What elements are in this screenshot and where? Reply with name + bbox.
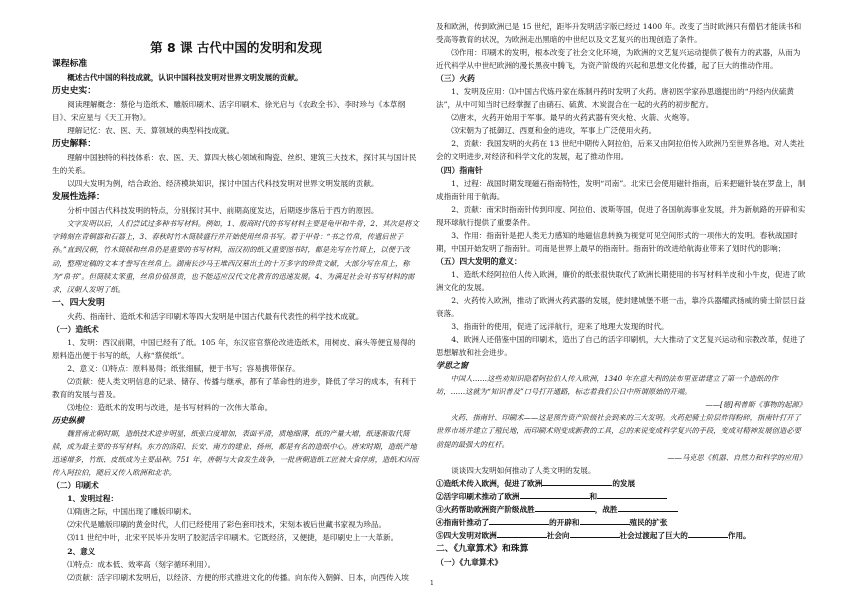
answer-blank[interactable] [570,537,620,538]
paragraph: 3、作用：指南针是把人类无力感知的地磁信息转换为视觉可见空间形式的一项伟大的发明。春秋战国时期，中国开始发明了指南针。司南是世界上最早的指南针。指南针的改进给航海业带来了划时代的影响； [436,230,798,253]
section-heading: 历史解释： [52,139,96,150]
reading-passage: 中国人……这些劝知识隐着阿拉伯人传入欧洲，1340 年在意大利的法布里亚诺建立了第一个造纸的作坊，……这就为“知识普及”口号打开通路，标志着我们公日中所谓原始的开端。 [436,374,778,397]
paragraph: 火药、指南针、造纸术和活字印刷术等四大发明是中国古代最有代表性的科学技术成就。 [67,311,364,321]
sidebar-heading: 历史纵横 [52,416,84,426]
right-column [436,20,806,569]
blank-prompt: 的开辟和 [549,517,580,527]
paragraph: 1、发明过程： [67,494,119,504]
blank-prompt: ②活字印刷术推动了欧洲 [436,491,520,501]
blank-prompt: 和 [589,491,598,501]
answer-blank[interactable] [497,537,547,538]
answer-blank[interactable] [597,498,667,499]
page-number: 1 [430,580,434,587]
fill-blank-line [436,529,806,542]
paragraph: 阅读理解概念：蔡伦与造纸术、雕版印刷术、活字印刷术、徐光启与《农政全书》、李时珍与《本草纲目》、宋应星与《天工开物》。 [52,100,406,123]
reading-passage: 魏晋南北朝时期，造纸技术进步明显，纸张白度增加，表面平滑，质地细薄，纸的产量大增，纸逐渐取代简牍，成为最主要的书写材料。东方的洛阳、长安、南方的建业、扬州，都是有名的造纸中心。唐宋时期，造纸产地迅速增多，竹纸、皮纸成为主要品种。751 年，唐朝与大食发生战争，一批唐朝造纸工匠被大食俘虏，造纸术因而传入阿拉伯，随后又传入欧洲和北非。 [52,429,419,478]
paragraph: 3、指南针的使用，促进了远洋航行，迎来了地理大发现的时代。 [451,322,669,332]
paragraph: ⑵贡献：活字印刷术发明后，以经济、方便的形式推进文化的传播。向东传入朝鲜、日本，向西传入埃 [67,572,409,582]
blank-prompt: ⑤四大发明对欧洲 [436,530,497,540]
section-heading: 历史史实： [52,86,96,97]
fill-blank-line [436,503,806,516]
section-heading: 课程标准 [52,59,88,69]
blank-prompt: ①造纸术传入欧洲，促进了欧洲 [436,478,543,488]
subsection-heading: （五）四大发明的意义： [436,256,522,266]
paragraph: ⑵唐末，火药开始用于军事。最早的火药武器有突火枪、火箭、火炮等。 [451,113,695,123]
subsection-heading: （二）印刷术 [52,481,99,491]
paragraph: 1、过程：战国时期发现磁石指南特性，发明“司南”。北宋已会使用磁针指南，后来把磁针装在罗盘上，制成指南针用于航海。 [436,178,806,201]
paragraph: ⑵宋代是雕版印刷的黄金时代，人们已经使用了彩色套印技术，宋刻本被后世藏书家视为珍品。 [67,520,387,530]
paragraph: 2、贡献：我国发明的火药在 13 世纪中期传入阿拉伯，后来又由阿拉伯传入欧洲乃至世界各地。对人类社会的文明进步,对经济和科学文化的发展，起了推动作用。 [436,139,805,162]
fill-blank-line [436,490,806,503]
answer-blank[interactable] [580,524,630,525]
answer-blank[interactable] [618,511,678,512]
blank-prompt: 殖民的扩张 [629,517,668,527]
paragraph: ⑴特点：成本低、效率高（刻字循环利用）。 [67,559,216,569]
blank-prompt: 社会向 [546,530,570,540]
reading-passage: 火药、指南针、印刷术——这是预告资产阶级社会到来的三大发明。火药把骑士阶层炸得粉碎，指南针打开了世界市场并建立了殖民地，而印刷术则变成新教的工具，总的来说变成科学复兴的手段，变成对精神发展创造必要前提的最强大的杠杆。 [436,413,801,449]
subsection-heading: （一）《九章算术》 [436,557,503,567]
left-column [52,57,420,584]
paragraph: 理解中国独特的科技体系：农、医、天、算四大核心领域和陶瓷、丝织、建筑三大技术，探讨其与国计民生的关系。 [52,153,417,176]
fill-blank-line [436,477,806,490]
quote-source: ——[德]利普斯《事物的起源》 [705,400,806,410]
paragraph: 2、意义：⑴特点：原料易得；纸张细腻，便于书写；容易携带保存。 [67,363,300,373]
paragraph: 1、造纸术经阿拉伯人传入欧洲，廉价的纸张很快取代了欧洲长期使用的书写材料羊皮和小牛皮，促进了欧洲文化的发展。 [436,269,806,292]
paragraph: ⑶地位：造纸术的发明与改进，是书写材料的一次伟大革命。 [67,402,273,412]
quote-source: ——马克思《机器、自然力和科学的应用》 [667,452,806,462]
fill-blank-line [436,516,806,529]
paragraph: 分析中国古代科技发明的特点，分别探讨其中、前期高度发达，后期逐步落后于西方的原因。 [67,206,379,216]
paragraph: 1、发明：西汉前期，中国已经有了纸。105 年，东汉宦官蔡伦改进造纸术，用树皮、麻头等便宜易得的原料造出便于书写的纸，人称“蔡侯纸”。 [52,337,416,360]
sidebar-heading: 学思之窗 [436,361,468,371]
paragraph: 概述古代中国的科技成就，认识中国科技发明对世界文明发展的贡献。 [67,73,303,82]
paragraph: 2、火药传入欧洲，推动了欧洲火药武器的发展，使封建城堡不堪一击，靠冷兵器耀武扬威的骑士阶层日益衰落。 [436,295,806,319]
subsection-heading: （四）指南针 [436,165,483,175]
lesson-title: 第 8 课 古代中国的发明和发现 [150,40,322,55]
paragraph: 及和欧洲，传到欧洲已是 15 世纪，距毕升发明活字版已经过 1400 年。改变了当时欧洲只有僧侣才能读书和受高等教育的状况，为欧洲走出黑暗的中世纪以及文艺复兴的出现创造了条件。 [436,22,802,45]
subsection-heading: （一）造纸术 [52,324,99,334]
blank-prompt: ，战胜 [594,504,618,514]
reading-passage: 文字发明以后，人们尝试过多种书写材料。例如，1、殷商时代的书写材料主要是龟甲和牛骨，2、其次是将文字铸刻在青铜器和石器上，3、春秋时竹木简牍盛行并开始使用丝帛书写。着于甲骨：“书之竹帛，传遗后世子孙。”直到汉朝，竹木简牍和丝帛仍是重要的书写材料，而汉初的纸又重要图书时，都是先写在竹简上，以便于改动，整理定稿的文本才誊写在丝帛上。湖南长沙马王堆西汉墓出土的十万多字的珍贵文献，大部分写在帛上，称为“帛书”。但简牍太笨重，丝帛价值昂贵，也不能适应汉代文化教育的迅速发展。4、为满足社会对书写材料的需求，汉朝人发明了纸。 [52,219,419,294]
section-heading: 二、《九章算术》和珠算 [436,543,529,554]
paragraph: 理解记忆：农、医、天、算领域的典型科技成就。 [67,126,235,136]
answer-blank[interactable] [688,537,728,538]
blank-prompt: ④指南针推动了 [436,517,490,527]
question: 谈谈四大发明如何推动了人类文明的发展。 [451,465,596,475]
blank-prompt: ③火药帮助欧洲资产阶级战胜 [436,504,535,514]
paragraph: 1、发明及应用：⑴中国古代炼丹家在炼制丹药时发明了火药。唐初医学家孙思邈提出的“丹经内伏硫黄法”，从中可知当时已经掌握了由硝石、硫黄、木炭混合在一起的火药的初步配方。 [436,87,795,110]
paragraph: ⑴隋唐之际，中国出现了雕版印刷术。 [67,507,197,517]
paragraph: 2、意义 [67,546,96,556]
paragraph: 4、欧洲人还借鉴中国的印刷术，造出了自己的活字印刷机，大大推动了文艺复兴运动和宗教改革，促进了思想解放和社会进步。 [436,335,806,358]
paragraph: ⑵贡献：使人类文明信息的记录、储存、传播与继承，都有了革命性的进步，降低了学习的成本，有利于教育的发展与普及。 [52,376,417,399]
answer-blank[interactable] [489,524,549,525]
paragraph: ⑶11 世纪中叶，北宋平民毕升发明了胶泥活字印刷术。它既经济，又便捷，是印刷史上一大革新。 [67,533,399,543]
subsection-heading: （三）火药 [436,74,475,84]
blank-prompt: 作用。 [727,530,751,540]
answer-blank[interactable] [520,498,590,499]
paragraph: ⑶宋朝为了抵御辽、西夏和金的进攻，军事上广泛使用火药。 [451,126,657,136]
paragraph: 2、贡献：南宋时指南针传到印度、阿拉伯、波斯等国，促进了各国航海事业发展，并为新航路的开辟和实现环球航行提供了重要条件。 [436,204,806,227]
answer-blank[interactable] [535,511,595,512]
paragraph: ⑶作用：印刷术的发明，根本改变了社会文化环境，为欧洲的文艺复兴运动提供了极有力的武器，从而为近代科学从中世纪欧洲的漫长黑夜中腾飞，为资产阶级的兴起和思想文化传播，起了巨大的推动作用。 [436,48,801,71]
answer-blank[interactable] [542,485,612,486]
blank-prompt: 的发展 [612,478,636,488]
blank-prompt: 社会过渡起了巨大的 [619,530,688,540]
section-heading: 一、四大发明 [52,297,105,308]
paragraph: 以四大发明为例，结合政治、经济模块知识，探讨中国古代科技发明对世界文明发展的贡献。 [67,179,379,189]
section-heading: 发展性选择： [52,192,105,203]
